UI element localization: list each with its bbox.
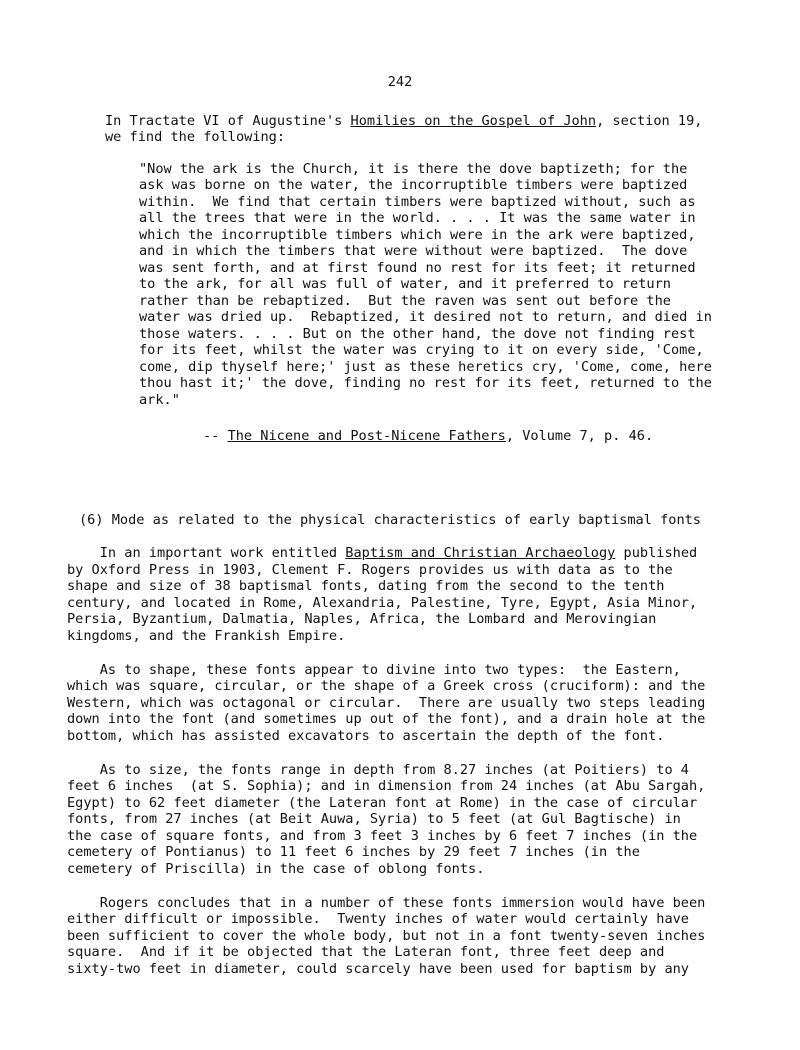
quote-line: all the trees that were in the world. . . . It was the same water in: [139, 210, 696, 226]
quote-line: was sent forth, and at first found no rest for its feet; it returned: [139, 260, 696, 276]
para-line: which was square, circular, or the shape of a Greek cross (cruciform): and the: [67, 678, 706, 694]
para-line: As to size, the fonts range in depth from 8.27 inches (at Poitiers) to 4: [67, 762, 689, 778]
quote-line: water was dried up. Rebaptized, it desired not to return, and died in: [139, 309, 712, 325]
intro-book-title: Homilies on the Gospel of John: [350, 113, 597, 129]
para-line: [67, 545, 697, 562]
citation-title: The Nicene and Post-Nicene Fathers: [227, 428, 506, 444]
citation: [203, 428, 653, 445]
para-line: bottom, which has assisted excavators to ascertain the depth of the font.: [67, 728, 665, 744]
para-line: sixty-two feet in diameter, could scarcely have been used for baptism by any: [67, 961, 689, 977]
section-heading: (6) Mode as related to the physical characteristics of early baptismal fonts: [79, 512, 701, 528]
quote-line: which the incorruptible timbers which were in the ark were baptized,: [139, 227, 696, 243]
intro-text: In Tractate VI of Augustine's: [105, 113, 351, 129]
para-line: the case of square fonts, and from 3 feet 3 inches by 6 feet 7 inches (in the: [67, 828, 698, 844]
para-line: either difficult or impossible. Twenty inches of water would certainly have: [67, 911, 689, 927]
para-line: Rogers concludes that in a number of these fonts immersion would have been: [67, 895, 706, 911]
quote-line: to the ark, for all was full of water, and it preferred to return: [139, 276, 671, 292]
para-line: down into the font (and sometimes up out of the font), and a drain hole at the: [67, 711, 706, 727]
para-line: feet 6 inches (at S. Sophia); and in dimension from 24 inches (at Abu Sargah,: [67, 778, 706, 794]
para-line: As to shape, these fonts appear to divine into two types: the Eastern,: [67, 662, 681, 678]
page-number: 242: [387, 74, 413, 90]
para-line: Egypt) to 62 feet diameter (the Lateran font at Rome) in the case of circular: [67, 795, 698, 811]
quote-line: thou hast it;' the dove, finding no rest for its feet, returned to the: [139, 375, 712, 391]
quote-line: and in which the timbers that were without were baptized. The dove: [139, 243, 688, 259]
para-line: kingdoms, and the Frankish Empire.: [67, 628, 346, 644]
citation-suffix: , Volume 7, p. 46.: [505, 428, 654, 444]
quote-line: ark.": [139, 392, 180, 408]
para-text-end: published: [615, 545, 698, 561]
para-line: fonts, from 27 inches (at Beit Auwa, Syria) to 5 feet (at Gul Bagtische) in: [67, 811, 681, 827]
intro-text-end: , section 19,: [596, 113, 703, 129]
para-line: Persia, Byzantium, Dalmatia, Naples, Africa, the Lombard and Merovingian: [67, 611, 657, 627]
para-line: century, and located in Rome, Alexandria, Palestine, Tyre, Egypt, Asia Minor,: [67, 595, 698, 611]
citation-prefix: --: [203, 428, 228, 444]
para-line: by Oxford Press in 1903, Clement F. Rogers provides us with data as to the: [67, 562, 673, 578]
quote-line: rather than be rebaptized. But the raven was sent out before the: [139, 293, 671, 309]
para-line: shape and size of 38 baptismal fonts, dating from the second to the tenth: [67, 578, 665, 594]
quote-line: for its feet, whilst the water was crying to it on every side, 'Come,: [139, 342, 704, 358]
quote-line: "Now the ark is the Church, it is there the dove baptizeth; for the: [139, 161, 688, 177]
quote-line: come, dip thyself here;' just as these heretics cry, 'Come, come, here: [139, 359, 712, 375]
intro-line-1: [105, 113, 702, 130]
quote-line: those waters. . . . But on the other hand, the dove not finding rest: [139, 326, 696, 342]
para-line: cemetery of Pontianus) to 11 feet 6 inches by 29 feet 7 inches (in the: [67, 844, 640, 860]
intro-line-2: we find the following:: [105, 129, 286, 145]
para-line: square. And if it be objected that the Lateran font, three feet deep and: [67, 944, 665, 960]
book-title: Baptism and Christian Archaeology: [345, 545, 616, 561]
para-line: been sufficient to cover the whole body, but not in a font twenty-seven inches: [67, 928, 706, 944]
para-line: Western, which was octagonal or circular. There are usually two steps leading: [67, 695, 706, 711]
quote-line: ask was borne on the water, the incorruptible timbers were baptized: [139, 177, 688, 193]
quote-line: within. We find that certain timbers were baptized without, such as: [139, 194, 696, 210]
para-text: In an important work entitled: [67, 545, 346, 561]
para-line: cemetery of Priscilla) in the case of oblong fonts.: [67, 861, 485, 877]
